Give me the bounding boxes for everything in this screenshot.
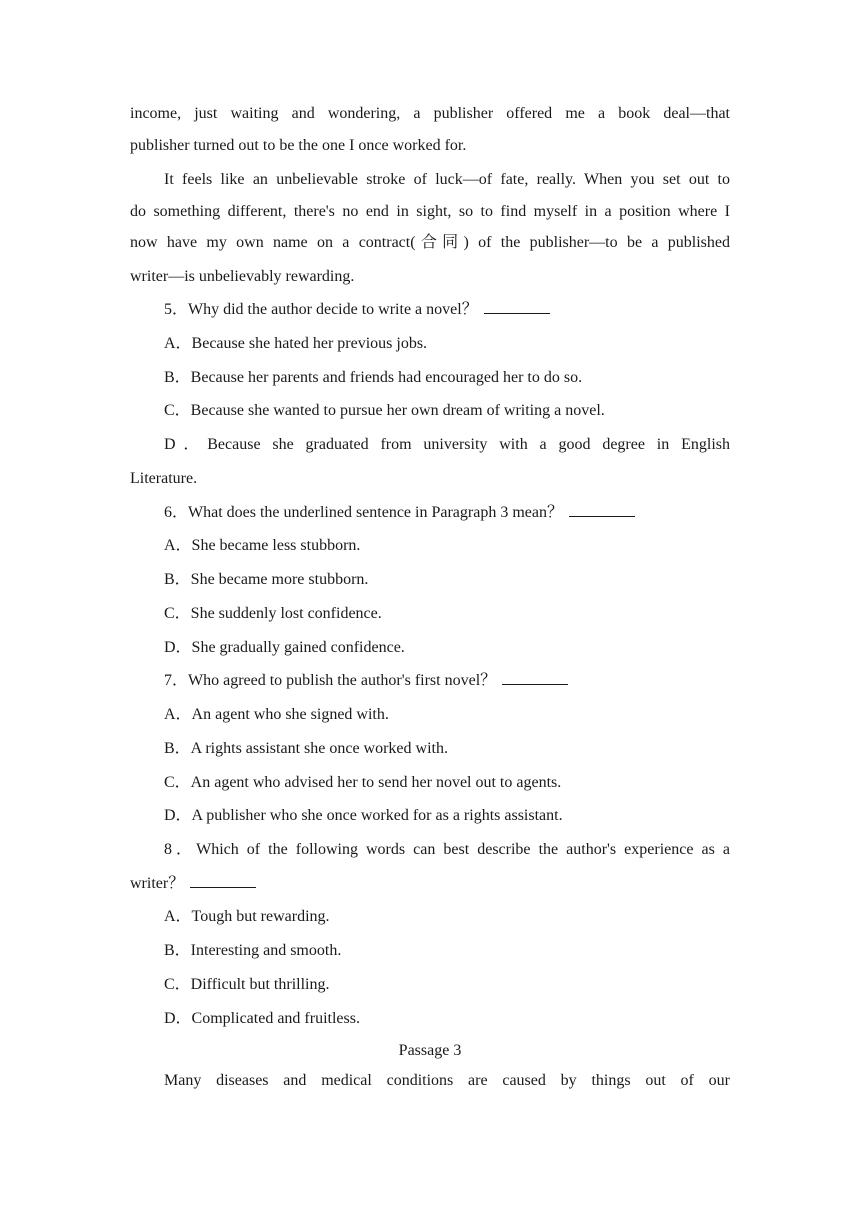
- question-7-stem: [130, 669, 730, 693]
- question-text: 7．Who agreed to publish the author's first novel？: [164, 672, 497, 689]
- q7-option-c: C．An agent who advised her to send her novel out to agents.: [164, 774, 562, 791]
- q8-option-b: B．Interesting and smooth.: [164, 942, 342, 959]
- answer-blank[interactable]: [502, 670, 568, 685]
- q8-option-a: A．Tough but rewarding.: [164, 908, 330, 925]
- q7-option-a: A．An agent who she signed with.: [164, 706, 389, 723]
- question-text: writer？: [130, 875, 185, 892]
- q5-option-a: A．Because she hated her previous jobs.: [164, 335, 428, 352]
- paragraph-line: do something different, there's no end in sight, so to find myself in a position where I: [130, 203, 730, 220]
- q6-option-c: C．She suddenly lost confidence.: [164, 605, 382, 622]
- q6-option-b: B．She became more stubborn.: [164, 571, 369, 588]
- paragraph-line: It feels like an unbelievable stroke of luck—of fate, really. When you set out to: [164, 171, 730, 188]
- q5-option-d-cont: Literature.: [130, 470, 198, 487]
- paragraph-line: income, just waiting and wondering, a publisher offered me a book deal—that: [130, 105, 730, 122]
- paragraph-line: Many diseases and medical conditions are caused by things out of our: [164, 1072, 730, 1089]
- paragraph-line: writer—is unbelievably rewarding.: [130, 268, 355, 285]
- question-5-stem: [130, 298, 730, 322]
- paragraph-line: publisher turned out to be the one I once worked for.: [130, 137, 467, 154]
- q5-option-b: B．Because her parents and friends had encouraged her to do so.: [164, 369, 583, 386]
- question-8-stem-cont: [130, 872, 730, 896]
- q8-option-d: D．Complicated and fruitless.: [164, 1010, 360, 1027]
- question-text: 6．What does the underlined sentence in Paragraph 3 mean？: [164, 504, 563, 521]
- passage-title: Passage 3: [398, 1042, 462, 1059]
- paragraph-line: now have my own name on a contract(合同) of the publisher—to be a published: [130, 234, 730, 251]
- question-8-stem: 8．Which of the following words can best describe the author's experience as a: [164, 841, 730, 858]
- question-6-stem: [130, 501, 730, 525]
- q6-option-a: A．She became less stubborn.: [164, 537, 361, 554]
- q7-option-b: B．A rights assistant she once worked with.: [164, 740, 448, 757]
- answer-blank[interactable]: [484, 299, 550, 314]
- question-text: 5．Why did the author decide to write a novel？: [164, 301, 478, 318]
- answer-blank[interactable]: [569, 502, 635, 517]
- answer-blank[interactable]: [190, 873, 256, 888]
- q5-option-d: D．Because she graduated from university with a good degree in English: [164, 436, 730, 453]
- q7-option-d: D．A publisher who she once worked for as a rights assistant.: [164, 807, 563, 824]
- q5-option-c: C．Because she wanted to pursue her own dream of writing a novel.: [164, 402, 605, 419]
- q6-option-d: D．She gradually gained confidence.: [164, 639, 405, 656]
- q8-option-c: C．Difficult but thrilling.: [164, 976, 330, 993]
